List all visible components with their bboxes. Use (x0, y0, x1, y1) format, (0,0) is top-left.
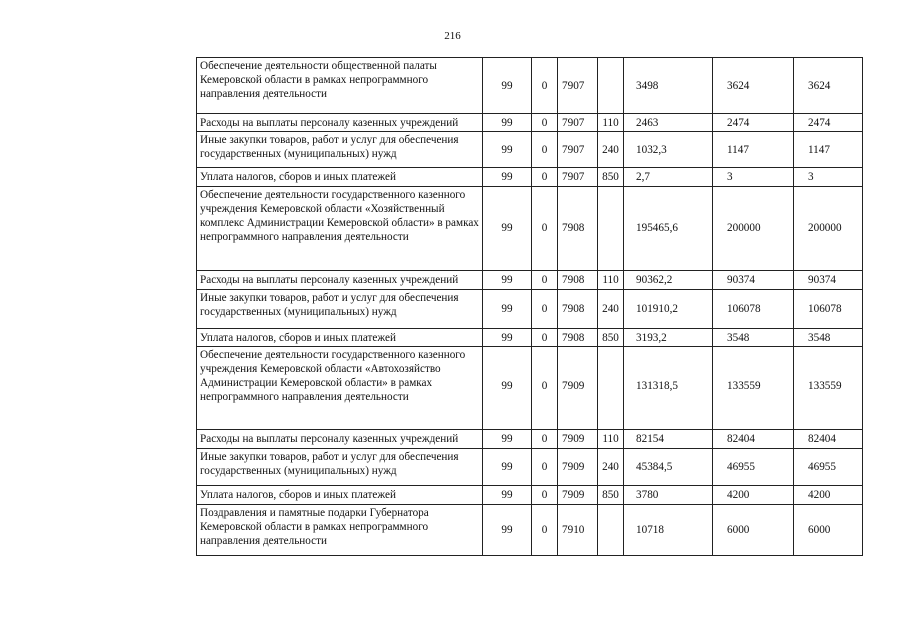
row-name-cell: Расходы на выплаты персоналу казенных учреждений (197, 271, 483, 290)
value-year-1-cell: 90362,2 (624, 271, 713, 290)
value-year-2-cell (713, 347, 794, 430)
subsection-cell (532, 347, 558, 430)
expense-type-cell: 240 (598, 290, 624, 329)
value-year-1-cell: 1032,3 (624, 132, 713, 168)
row-name-cell: Уплата налогов, сборов и иных платежей (197, 329, 483, 347)
table-row (197, 329, 863, 347)
section-cell: 99 (483, 168, 532, 187)
value-year-3-cell: 6000 (794, 505, 863, 556)
value-year-1-cell: 3780 (624, 486, 713, 505)
subsection-value: 0 (541, 222, 548, 234)
row-name-cell: Иные закупки товаров, работ и услуг для обеспечения государственных (муниципальных) нужд (197, 449, 483, 486)
section-cell (483, 347, 532, 430)
table-row (197, 449, 863, 486)
section-value: 99 (501, 222, 513, 234)
subsection-cell: 0 (532, 486, 558, 505)
subsection-cell: 0 (532, 58, 558, 114)
value-year-1-cell: 82154 (624, 430, 713, 449)
subsection-cell: 0 (532, 430, 558, 449)
table-row (197, 114, 863, 132)
subsection-cell: 0 (532, 449, 558, 486)
row-name-cell: Расходы на выплаты персоналу казенных учреждений (197, 430, 483, 449)
direction-cell: 7908 (558, 290, 598, 329)
direction-cell: 7909 (558, 430, 598, 449)
value-year-3-cell: 106078 (794, 290, 863, 329)
row-name-cell: Обеспечение деятельности государственного казенного учреждения Кемеровской области «Автохозяйство Администрации Кемеровской области» в рамках непрограммного направления деятельности (197, 347, 483, 430)
direction-cell (558, 347, 598, 430)
subsection-cell: 0 (532, 132, 558, 168)
direction-cell: 7908 (558, 271, 598, 290)
subsection-cell: 0 (532, 271, 558, 290)
section-cell: 99 (483, 486, 532, 505)
value-year-3-cell (794, 347, 863, 430)
section-cell: 99 (483, 430, 532, 449)
subsection-cell: 0 (532, 329, 558, 347)
value-year-2: 200000 (727, 222, 761, 234)
table-row (197, 168, 863, 187)
table-row (197, 187, 863, 271)
value-year-3-cell: 46955 (794, 449, 863, 486)
row-name-cell: Расходы на выплаты персоналу казенных учреждений (197, 114, 483, 132)
value-year-2-cell: 106078 (713, 290, 794, 329)
table-row (197, 505, 863, 556)
subsection-cell (532, 187, 558, 271)
value-year-1-cell (624, 187, 713, 271)
table-row (197, 347, 863, 430)
value-year-1-cell: 2,7 (624, 168, 713, 187)
row-name-cell: Иные закупки товаров, работ и услуг для обеспечения государственных (муниципальных) нужд (197, 132, 483, 168)
section-cell: 99 (483, 58, 532, 114)
value-year-1: 131318,5 (636, 380, 678, 392)
row-name-cell: Обеспечение деятельности общественной палаты Кемеровской области в рамках непрограммного направления деятельности (197, 58, 483, 114)
value-year-3: 200000 (808, 222, 842, 234)
direction-cell: 7910 (558, 505, 598, 556)
direction-cell: 7907 (558, 168, 598, 187)
expense-type-cell: 110 (598, 114, 624, 132)
expense-type-cell: 850 (598, 168, 624, 187)
expense-type-cell: 850 (598, 329, 624, 347)
table-row (197, 290, 863, 329)
value-year-2-cell: 90374 (713, 271, 794, 290)
section-cell: 99 (483, 505, 532, 556)
value-year-2-cell: 3548 (713, 329, 794, 347)
value-year-3-cell (794, 187, 863, 271)
page-number: 216 (444, 30, 461, 42)
value-year-2: 133559 (727, 380, 761, 392)
expense-type-cell: 110 (598, 271, 624, 290)
direction-cell: 7907 (558, 132, 598, 168)
value-year-1-cell: 45384,5 (624, 449, 713, 486)
value-year-3-cell: 2474 (794, 114, 863, 132)
value-year-2-cell: 1147 (713, 132, 794, 168)
section-cell: 99 (483, 290, 532, 329)
expense-type-cell: 240 (598, 449, 624, 486)
value-year-1-cell: 3498 (624, 58, 713, 114)
expense-type-value (601, 347, 620, 379)
value-year-3-cell: 90374 (794, 271, 863, 290)
direction-cell: 7908 (558, 329, 598, 347)
section-cell (483, 187, 532, 271)
section-cell: 99 (483, 271, 532, 290)
expense-type-cell (598, 505, 624, 556)
section-cell: 99 (483, 329, 532, 347)
value-year-2-cell: 4200 (713, 486, 794, 505)
direction-cell: 7909 (558, 449, 598, 486)
direction-value: 7909 (562, 380, 585, 392)
value-year-2-cell: 6000 (713, 505, 794, 556)
expense-type-cell (598, 187, 624, 271)
value-year-1: 195465,6 (636, 222, 678, 234)
value-year-1-cell (624, 347, 713, 430)
value-year-3: 133559 (808, 380, 842, 392)
direction-cell: 7909 (558, 486, 598, 505)
direction-cell: 7907 (558, 114, 598, 132)
value-year-3-cell: 3548 (794, 329, 863, 347)
direction-cell (558, 187, 598, 271)
table-row (197, 132, 863, 168)
row-name-cell: Обеспечение деятельности государственного казенного учреждения Кемеровской области «Хозяйственный комплекс Администрации Кемеровской области» в рамках непрограммного направления деятельности (197, 187, 483, 271)
table-row (197, 58, 863, 114)
value-year-2-cell: 2474 (713, 114, 794, 132)
value-year-2-cell: 82404 (713, 430, 794, 449)
value-year-2-cell (713, 187, 794, 271)
direction-cell: 7907 (558, 58, 598, 114)
value-year-3-cell: 3624 (794, 58, 863, 114)
value-year-2-cell: 46955 (713, 449, 794, 486)
subsection-cell: 0 (532, 168, 558, 187)
row-name-cell: Иные закупки товаров, работ и услуг для обеспечения государственных (муниципальных) нужд (197, 290, 483, 329)
direction-value: 7908 (562, 222, 585, 234)
expense-type-cell: 850 (598, 486, 624, 505)
table-row (197, 271, 863, 290)
value-year-1-cell: 10718 (624, 505, 713, 556)
table-row (197, 430, 863, 449)
table-row (197, 486, 863, 505)
expense-type-cell (598, 347, 624, 430)
value-year-1-cell: 101910,2 (624, 290, 713, 329)
value-year-2-cell: 3 (713, 168, 794, 187)
subsection-cell: 0 (532, 114, 558, 132)
section-cell: 99 (483, 449, 532, 486)
value-year-1-cell: 2463 (624, 114, 713, 132)
value-year-3-cell: 82404 (794, 430, 863, 449)
value-year-2-cell: 3624 (713, 58, 794, 114)
expense-type-cell (598, 58, 624, 114)
section-value: 99 (501, 380, 513, 392)
expense-type-value (601, 187, 620, 221)
value-year-3-cell: 4200 (794, 486, 863, 505)
row-name-cell: Уплата налогов, сборов и иных платежей (197, 168, 483, 187)
expense-type-cell: 240 (598, 132, 624, 168)
subsection-value: 0 (541, 380, 548, 392)
value-year-1-cell: 3193,2 (624, 329, 713, 347)
section-cell: 99 (483, 132, 532, 168)
expense-type-cell: 110 (598, 430, 624, 449)
row-name-cell: Уплата налогов, сборов и иных платежей (197, 486, 483, 505)
value-year-3-cell: 1147 (794, 132, 863, 168)
subsection-cell: 0 (532, 290, 558, 329)
subsection-cell: 0 (532, 505, 558, 556)
row-name-cell: Поздравления и памятные подарки Губернатора Кемеровской области в рамках непрограммного направления деятельности (197, 505, 483, 556)
budget-table (196, 57, 863, 556)
value-year-3-cell: 3 (794, 168, 863, 187)
section-cell: 99 (483, 114, 532, 132)
